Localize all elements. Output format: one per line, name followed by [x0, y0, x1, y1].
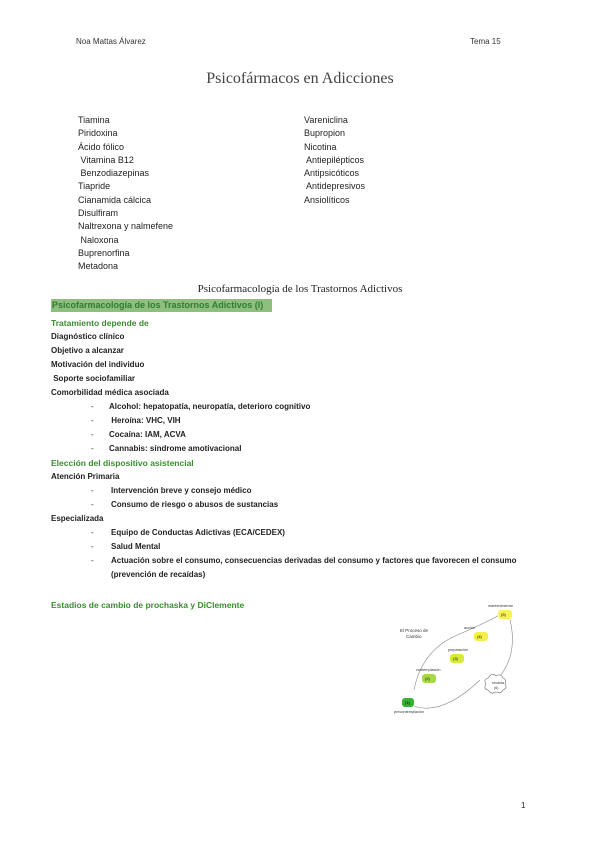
treatment-item: Soporte sociofamiliar [51, 374, 136, 383]
dash-bullet: - [91, 430, 94, 439]
list-item: Naloxona [78, 234, 119, 245]
comorbidity-item: Cocaína: IAM, ACVA [109, 430, 186, 439]
dash-bullet: - [91, 542, 94, 551]
section-banner-text: Psicofarmacología de los Trastornos Adictivos (I) [52, 300, 264, 310]
stage-label: mantenimiento [488, 604, 513, 608]
stage-label: precontemplación [394, 710, 424, 714]
stages-heading: Estadios de cambio de prochaska y DiClemente [51, 600, 245, 610]
dash-bullet: - [91, 486, 94, 495]
stage-number: (5) [501, 612, 506, 617]
treatment-heading: Tratamiento depende de [51, 318, 149, 328]
primary-care-label: Atención Primaria [51, 472, 120, 481]
primary-care-item: Intervención breve y consejo médico [111, 486, 252, 495]
specialized-item-continuation: (prevención de recaídas) [111, 570, 206, 579]
left-drug-list [78, 114, 173, 274]
dash-bullet: - [91, 500, 94, 509]
specialized-label: Especializada [51, 514, 104, 523]
list-item: Naltrexona y nalmefene [78, 221, 174, 232]
header-topic: Tema 15 [470, 37, 501, 46]
treatment-item: Motivación del individuo [51, 360, 145, 369]
list-item: Antidepresivos [304, 181, 366, 192]
comorbidity-item: Alcohol: hepatopatía, neuropatía, deterioro cognitivo [109, 402, 311, 411]
dash-bullet: - [91, 416, 94, 425]
stage-number: (3) [453, 656, 458, 661]
list-item: Benzodiazepinas [78, 168, 150, 179]
list-item: Disulfiram [78, 208, 119, 219]
list-item: Tiapride [78, 181, 111, 192]
specialized-item: Equipo de Conductas Adictivas (ECA/CEDEX) [111, 528, 285, 537]
list-item: Bupropion [304, 128, 346, 139]
treatment-item: Comorbilidad médica asociada [51, 388, 169, 397]
device-heading: Elección del dispositivo asistencial [51, 458, 194, 468]
stage-number: (2) [425, 676, 430, 681]
stage-label: acción [464, 626, 475, 630]
comorbidity-item: Heroína: VHC, VIH [109, 416, 181, 425]
stage-number: (4) [477, 634, 482, 639]
dash-bullet: - [91, 444, 94, 453]
change-process-diagram [392, 598, 520, 718]
list-item: Nicotina [304, 141, 337, 152]
list-item: Tiamina [78, 115, 110, 125]
list-item: Vareniclina [304, 115, 348, 125]
list-item: Metadona [78, 261, 119, 272]
treatment-item: Objetivo a alcanzar [51, 346, 124, 355]
header-author: Noa Mattas Álvarez [76, 37, 146, 46]
stage-label: recaída [492, 681, 504, 685]
dash-bullet: - [91, 402, 94, 411]
page-title: Psicofármacos en Adicciones [206, 70, 394, 87]
diagram-title: El Proceso de [400, 628, 429, 633]
list-item: Ansiolíticos [304, 194, 350, 205]
page-number: 1 [521, 801, 526, 810]
stage-number: (6) [494, 686, 499, 690]
list-item: Antipsicóticos [304, 168, 360, 179]
list-item: Ácido fólico [78, 141, 125, 152]
section-banner [51, 299, 272, 312]
list-item: Buprenorfina [78, 247, 130, 258]
stage-label: preparación [448, 648, 469, 652]
treatment-item: Diagnóstico clínico [51, 332, 125, 341]
list-item: Vitamina B12 [78, 154, 134, 165]
specialized-item: Actuación sobre el consumo, consecuencias derivadas del consumo y factores que favorecen el consumo [111, 556, 517, 565]
specialized-item: Salud Mental [111, 542, 161, 551]
section-subtitle: Psicofarmacología de los Trastornos Adictivos [197, 283, 403, 295]
dash-bullet: - [91, 556, 94, 565]
primary-care-item: Consumo de riesgo o abusos de sustancias [111, 500, 279, 509]
dash-bullet: - [91, 528, 94, 537]
stage-label: contemplación [416, 668, 441, 672]
list-item: Antiepilépticos [304, 154, 365, 165]
list-item: Piridoxina [78, 128, 118, 139]
diagram-title: Cambio [406, 634, 422, 639]
stage-number: (1) [405, 700, 410, 705]
list-item: Cianamida cálcica [78, 194, 152, 205]
comorbidity-item: Cannabis: síndrome amotivacional [109, 444, 242, 453]
right-drug-list [304, 114, 365, 207]
